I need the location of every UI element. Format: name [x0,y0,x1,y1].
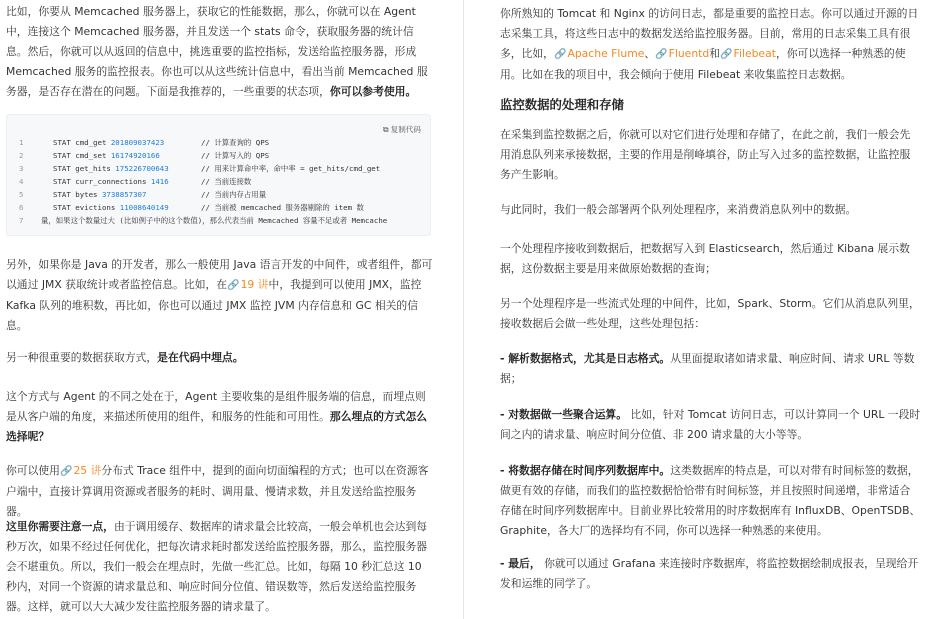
code-line [7,163,430,174]
list-item-tsdb: - 将数据存储在时间序列数据库中。这类数据库的特点是，可以对带有时间标签的数据，做更有效的存储，而我们的监控数据恰恰带有时间标签，并且按照时间递增，非常适合存储在时间序列数据库中。目前业界比较常用的时序数据库有 InfluxDB、OpenTSDB、Graphite，各大厂的选择均有不同，你可以选择一种熟悉的来使用。 [500,464,921,537]
code-statement: 量，如果这个数量过大 (比如例子中的这个数值)，那么代表当前 Memcached 容量不足或者 Memcache [41,216,388,225]
code-comment: // 计算写入的 QPS [201,151,270,160]
line-number: 6 [19,203,24,212]
filebeat-link[interactable]: 🔗Filebeat [720,47,776,60]
line-number: 4 [19,177,24,186]
code-statement: STAT evictions [53,203,120,212]
code-statement: STAT get_hits [53,164,116,173]
paragraph-agent-difference: 这个方式与 Agent 的不同之处在于，Agent 主要收集的是组件服务端的信息，而埋点则是从客户端的角度，来描述所使用的组件，和服务的性能和可用性。那么埋点的方式怎么选择呢？ [6,390,428,443]
code-text [53,202,169,213]
code-statement: STAT cmd_set [53,151,111,160]
code-block [6,114,431,236]
lesson-25-link[interactable]: 🔗25 讲 [59,464,102,477]
code-line [7,202,430,213]
link-icon: 🔗 [720,49,733,60]
paragraph-trace: 你可以使用🔗25 讲分布式 Trace 组件中，提到的面向切面编程的方式；也可以在资源客户端中，直接计算调用资源或者服务的耗时、调用量、慢请求数，并且发送给监控服务器。 [6,464,429,518]
section-heading: 监控数据的处理和存储 [500,97,624,112]
code-line [7,215,430,226]
link-icon: 🔗 [227,280,240,291]
code-comment: // 计算查询的 QPS [201,138,270,147]
fluentd-link[interactable]: 🔗Fluentd [655,47,710,60]
link-icon: 🔗 [59,466,73,477]
code-statement: STAT curr_connections [53,177,151,186]
code-comment: // 当前连接数 [201,177,252,186]
lesson-19-link[interactable]: 🔗19 讲 [227,278,269,291]
line-number: 1 [19,138,24,147]
code-statement: STAT cmd_get [53,138,111,147]
code-text [41,215,387,226]
code-text [53,137,164,148]
code-number: 11008640149 [119,203,169,212]
line-number: 3 [19,164,24,173]
paragraph-processing: 在采集到监控数据之后，你就可以对它们进行处理和存储了，在此之前，我们一般会先用消息队列来承接数据，主要的作用是削峰填谷，防止写入过多的监控数据，让监控服务产生影响。 [500,128,911,181]
line-number: 7 [19,216,24,225]
list-item-aggregate: - 对数据做一些聚合运算。 比如，针对 Tomcat 访问日志，可以计算同一个 URL 一段时间之内的请求量、响应时间分位值、非 200 请求量的大小等等。 [500,408,921,441]
code-number: 1416 [150,177,169,186]
code-comment: // 用来计算命中率，命中率 = get_hits/cmd_get [201,164,381,173]
code-number: 175226700643 [115,164,169,173]
paragraph-memcached: 比如，你要从 Memcached 服务器上，获取它的性能数据，那么，你就可以在 Agent 中，连接这个 Memcached 服务器，并且发送一个 stats 命令，获取服务器的统计信息。然后，你就可以从返回的信息中，挑选重要的监控指标，发送给监控服务器，形成 Memcached 服务的监控报表。你也可以从这些统计信息中，看出当前 Memcached 服务器，是否存在潜在的问题。下面是我推荐的，一些重要的状态项，你可以参考使用。 [6,5,428,98]
line-number: 5 [19,190,24,199]
copy-icon: ⧉ [382,125,389,134]
code-number: 3738857307 [101,190,147,199]
code-statement: STAT bytes [53,190,102,199]
code-line [7,137,430,148]
code-text [53,189,146,200]
code-comment: // 当前内存占用量 [201,190,267,199]
list-item-parse: - 解析数据格式，尤其是日志格式。从里面提取诸如请求量、响应时间、请求 URL 等数据； [500,352,915,385]
link-icon: 🔗 [655,49,668,60]
paragraph-jmx: 另外，如果你是 Java 的开发者，那么一般使用 Java 语言开发的中间件，或者组件，都可以通过 JMX 获取统计或者监控信息。比如，在🔗19 讲中，我提到可以使用 JMX，监控 Kafka 队列的堆积数，再比如，你也可以通过 JMX 监控 JVM 内存信息和 GC 相关的信息。 [6,258,433,332]
code-line [7,150,430,161]
paragraph-log-collection: 你所熟知的 Tomcat 和 Nginx 的访问日志，都是重要的监控日志。你可以通过开源的日志采集工具，将这些日志中的数据发送给监控服务器。目前，常用的日志采集工具有很多，比如，🔗Apache Flume、🔗Fluentd和🔗Filebeat，你可以选择一种熟悉的使用。比如在我的项目中，我会倾向于使用 Filebeat 来收集监控日志数据。 [500,7,919,81]
code-comment: // 当前被 memcached 服务器剔除的 item 数 [201,203,364,212]
paragraph-instrumentation: 另一种很重要的数据获取方式，是在代码中埋点。 [6,351,244,364]
paragraph-elasticsearch: 一个处理程序接收到数据后，把数据写入到 Elasticsearch，然后通过 Kibana 展示数据，这份数据主要是用来做原始数据的查询； [500,242,910,275]
paragraph-queue-consumers: 与此同时，我们一般会部署两个队列处理程序，来消费消息队列中的数据。 [500,203,857,216]
code-line [7,176,430,187]
column-divider [463,0,464,619]
code-number: 16174920166 [110,151,160,160]
paragraph-aggregation-note: 这里你需要注意一点，由于调用缓存、数据库的请求量会比较高，一般会单机也会达到每秒万次，如果不经过任何优化，把每次请求耗时都发送给监控服务器，那么，监控服务器会不堪重负。所以，我们一般会在埋点时，先做一些汇总。比如，每隔 10 秒汇总这 10 秒内，对同一个资源的请求量总和、响应时间分位值、错误数等，然后发送给监控服务器。这样，就可以大大减少发往监控服务器的请求量了。 [6,520,428,613]
list-item-grafana: - 最后， 你就可以通过 Grafana 来连接时序数据库，将监控数据绘制成报表，呈现给开发和运维的同学了。 [500,557,919,590]
apache-flume-link[interactable]: 🔗Apache Flume [553,47,645,60]
code-number: 201809037423 [110,138,165,147]
paragraph-stream-processing: 另一个处理程序是一些流式处理的中间件，比如，Spark、Storm。它们从消息队列里，接收数据后会做一些处理，这些处理包括： [500,297,920,330]
link-icon: 🔗 [553,49,567,60]
copy-code-button[interactable]: ⧉ 复制代码 [382,125,421,134]
code-text [53,176,169,187]
code-text [53,163,169,174]
code-text [53,150,160,161]
line-number: 2 [19,151,24,160]
code-line [7,189,430,200]
